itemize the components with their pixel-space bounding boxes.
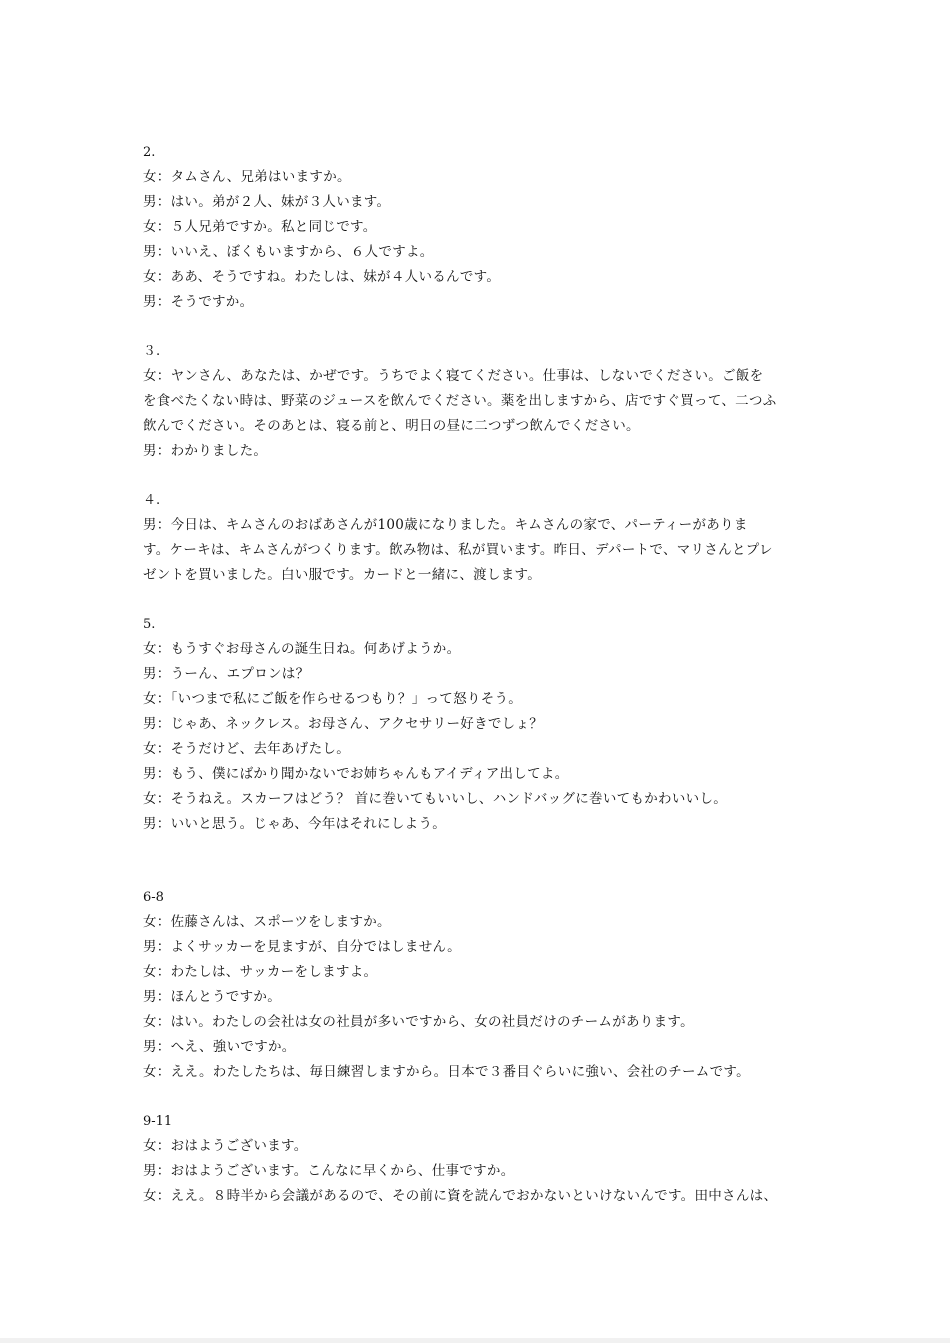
dialogue-line: 男：じゃあ、ネックレス。お母さん、アクセサリー好きでしょ？ — [143, 716, 544, 732]
dialogue-line: 女：そうねえ。スカーフはどう？ 首に巻いてもいいし、ハンドバッグに巻いてもかわいいし。 — [143, 791, 728, 807]
section-label: 9-11 — [143, 1114, 173, 1129]
section-spacer — [143, 588, 823, 612]
section-spacer — [143, 464, 823, 488]
dialogue-line: 女：おはようございます。 — [143, 1138, 308, 1154]
dialogue-line: 男：おはようございます。こんなに早くから、仕事ですか。 — [143, 1163, 515, 1179]
dialogue-line: 女：佐藤さんは、スポーツをしますか。 — [143, 914, 391, 930]
dialogue-line: 男：今日は、キムさんのおばあさんが100歳になりました。キムさんの家で、パーティーがありま — [143, 517, 748, 533]
section-5 — [143, 612, 823, 837]
dialogue-line: 女：わたしは、サッカーをしますよ。 — [143, 964, 378, 980]
dialogue-line: 女：タムさん、兄弟はいますか。 — [143, 169, 351, 185]
section-label: 2. — [143, 145, 156, 160]
section-label: ４. — [143, 493, 161, 508]
section-4 — [143, 488, 823, 588]
section-label: ３. — [143, 344, 161, 359]
section-2 — [143, 140, 823, 315]
page-bottom-edge — [0, 1338, 950, 1343]
dialogue-line: す。ケーキは、キムさんがつくります。飲み物は、私が買います。昨日、デパートで、マリさんとプレ — [143, 542, 773, 558]
section-label: 5. — [143, 617, 156, 632]
section-3 — [143, 339, 823, 464]
dialogue-line: 女：はい。わたしの会社は女の社員が多いですから、女の社員だけのチームがあります。 — [143, 1014, 694, 1030]
dialogue-line: 男：いいと思う。じゃあ、今年はそれにしよう。 — [143, 816, 447, 832]
section-spacer — [143, 315, 823, 339]
dialogue-line: 男：ほんとうですか。 — [143, 989, 281, 1005]
dialogue-line: 女：ヤンさん、あなたは、かぜです。うちでよく寝てください。仕事は、しないでください。ご飯を — [143, 368, 764, 384]
dialogue-line: 女：そうだけど、去年あげたし。 — [143, 741, 350, 757]
dialogue-line: 男：そうですか。 — [143, 294, 254, 310]
dialogue-line: 男：はい。弟が２人、妹が３人います。 — [143, 194, 391, 210]
dialogue-line: ゼントを買いました。白い服です。カードと一緒に、渡します。 — [143, 567, 542, 583]
dialogue-line: 女：５人兄弟ですか。私と同じです。 — [143, 219, 377, 235]
dialogue-line: 男：もう、僕にばかり聞かないでお姉ちゃんもアイディア出してよ。 — [143, 766, 569, 782]
dialogue-line: 男：いいえ、ぼくもいますから、６人ですよ。 — [143, 244, 434, 260]
dialogue-line: 女：「いつまで私にご飯を作らせるつもり？」って怒りそう。 — [143, 691, 523, 707]
dialogue-line: を食べたくない時は、野菜のジュースを飲んでください。薬を出しますから、店ですぐ買って、二つふ — [143, 393, 777, 409]
dialogue-line: 男：うーん、エプロンは？ — [143, 666, 310, 682]
dialogue-line: 女：ええ。わたしたちは、毎日練習しますから。日本で３番目ぐらいに強い、会社のチームです。 — [143, 1064, 750, 1080]
dialogue-line: 男：へえ、強いですか。 — [143, 1039, 296, 1055]
section-label: 6-8 — [143, 890, 164, 905]
section-spacer — [143, 1085, 823, 1109]
dialogue-line: 飲んでください。そのあとは、寝る前と、明日の昼に二つずつ飲んでください。 — [143, 418, 640, 434]
transcript-body — [143, 140, 823, 1209]
section-6-8 — [143, 885, 823, 1085]
section-spacer — [143, 837, 823, 885]
dialogue-line: 男：よくサッカーを見ますが、自分ではしません。 — [143, 939, 461, 955]
dialogue-line: 女：もうすぐお母さんの誕生日ね。何あげようか。 — [143, 641, 461, 657]
dialogue-line: 女：ええ。８時半から会議があるので、その前に資を読んでおかないといけないんです。田中さんは、 — [143, 1188, 778, 1204]
section-9-11 — [143, 1109, 823, 1209]
dialogue-line: 女：ああ、そうですね。わたしは、妹が４人いるんです。 — [143, 269, 501, 285]
dialogue-line: 男：わかりました。 — [143, 443, 268, 459]
